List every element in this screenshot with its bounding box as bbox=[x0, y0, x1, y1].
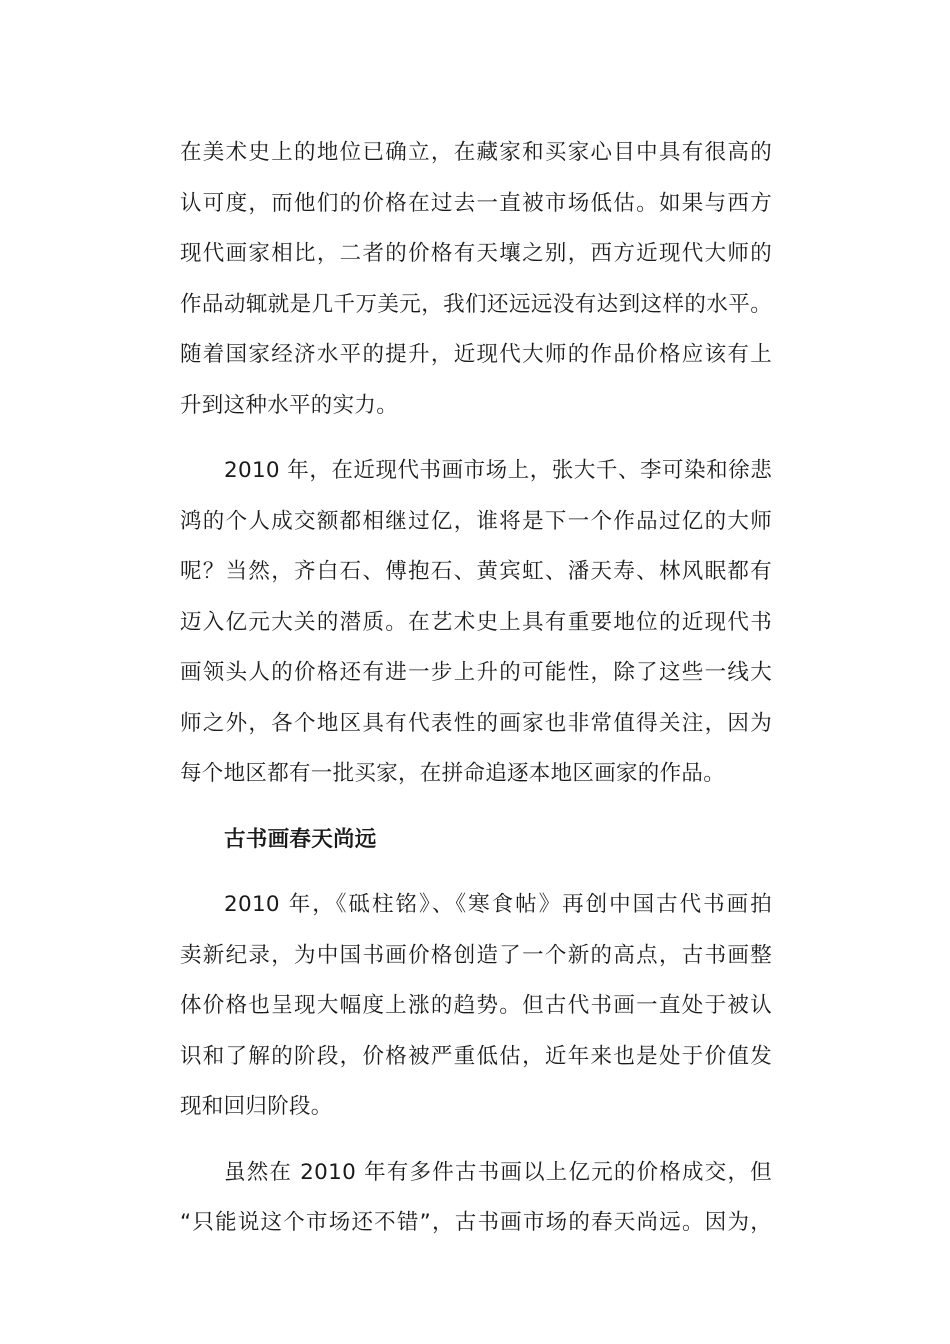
text-line: 作品动辄就是几千万美元，我们还远远没有达到这样的水平。 bbox=[180, 291, 772, 317]
paragraph-3 bbox=[180, 880, 772, 1133]
paragraph-1 bbox=[180, 128, 772, 431]
text-line: 识和了解的阶段，价格被严重低估，近年来也是处于价值发 bbox=[180, 1043, 772, 1069]
text-line: 现和回归阶段。 bbox=[180, 1094, 333, 1119]
text-line: 呢？当然，齐白石、傅抱石、黄宾虹、潘天寿、林风眠都有 bbox=[180, 559, 772, 584]
article-body bbox=[180, 128, 772, 1264]
text-line: “只能说这个市场还不错”，古书画市场的春天尚远。因为， bbox=[180, 1210, 772, 1235]
text-line: 2010 年，在近现代书画市场上，张大千、李可染和徐悲 bbox=[224, 458, 772, 483]
text-line: 体价格也呈现大幅度上涨的趋势。但古代书画一直处于被认 bbox=[180, 993, 772, 1018]
text-line: 在美术史上的地位已确立，在藏家和买家心目中具有很高的 bbox=[180, 140, 772, 165]
text-line: 每个地区都有一批买家，在拼命追逐本地区画家的作品。 bbox=[180, 761, 726, 786]
text-line: 2010 年，《砥柱铭》、《寒食帖》再创中国古代书画拍 bbox=[224, 892, 772, 917]
section-heading: 古书画春天尚远 bbox=[224, 826, 377, 852]
text-line: 升到这种水平的实力。 bbox=[180, 392, 399, 418]
text-line: 现代画家相比，二者的价格有天壤之别，西方近现代大师的 bbox=[180, 241, 772, 266]
text-line: 虽然在 2010 年有多件古书画以上亿元的价格成交，但 bbox=[224, 1159, 772, 1185]
text-line: 画领头人的价格还有进一步上升的可能性，除了这些一线大 bbox=[180, 660, 772, 685]
text-line: 认可度，而他们的价格在过去一直被市场低估。如果与西方 bbox=[180, 190, 772, 216]
text-line: 随着国家经济水平的提升，近现代大师的作品价格应该有上 bbox=[180, 342, 772, 367]
text-line: 卖新纪录，为中国书画价格创造了一个新的高点，古书画整 bbox=[180, 942, 772, 968]
paragraph-2 bbox=[180, 446, 772, 800]
paragraph-4 bbox=[180, 1148, 772, 1249]
text-line: 师之外，各个地区具有代表性的画家也非常值得关注，因为 bbox=[180, 710, 772, 736]
text-line: 鸿的个人成交额都相继过亿，谁将是下一个作品过亿的大师 bbox=[180, 508, 772, 534]
text-line: 迈入亿元大关的潜质。在艺术史上具有重要地位的近现代书 bbox=[180, 609, 772, 635]
